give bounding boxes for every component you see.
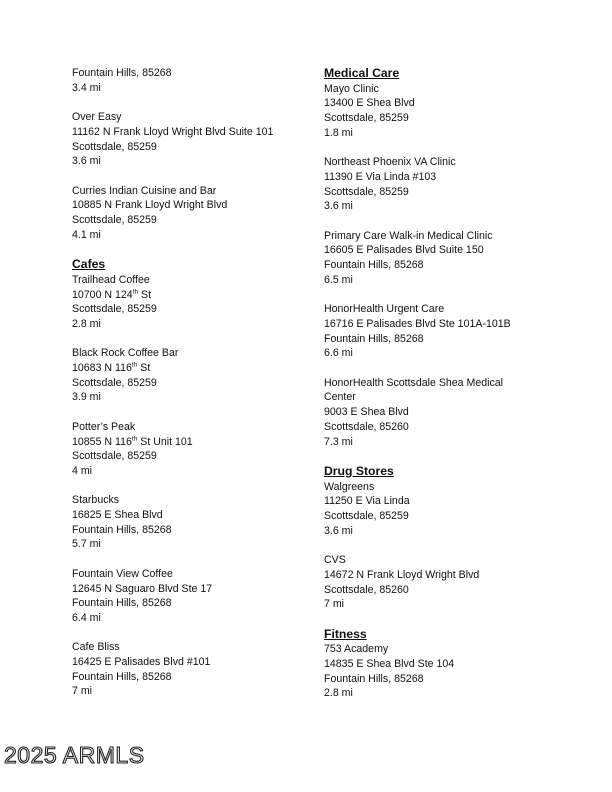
listing-cafe-bliss xyxy=(72,640,308,699)
section-heading-fitness: Fitness xyxy=(324,626,367,641)
listing-name: Cafe Bliss xyxy=(72,641,120,654)
listing-name: Fountain View Coffee xyxy=(72,567,173,580)
listing-753-academy xyxy=(324,642,564,701)
listing-address: 16825 E Shea Blvd xyxy=(72,509,163,521)
listing-name-continued: Center xyxy=(324,391,356,404)
listing-city: Fountain Hills, 85268 xyxy=(324,332,424,345)
listing-name: Potter’s Peak xyxy=(72,420,136,433)
listing-city: Scottsdale, 85259 xyxy=(324,112,409,125)
listing-distance: 7.3 mi xyxy=(324,435,353,448)
listing-name: HonorHealth Scottsdale Shea Medical xyxy=(324,376,504,389)
listing-address: 14672 N Frank Lloyd Wright Blvd xyxy=(324,568,480,581)
listing-name: Over Easy xyxy=(72,111,122,124)
listing-address: 10855 N 116th St Unit 101 xyxy=(72,434,193,448)
listing-over-easy xyxy=(72,110,308,169)
listing-city: Scottsdale, 85259 xyxy=(72,376,157,389)
listing-trailhead-coffee xyxy=(72,273,308,332)
listing-name: Northeast Phoenix VA Clinic xyxy=(324,156,456,169)
listing-honorhealth-shea xyxy=(324,376,564,450)
listing-address: 10885 N Frank Lloyd Wright Blvd xyxy=(72,199,228,212)
listing-name: Starbucks xyxy=(72,494,120,507)
listing-city: Scottsdale, 85260 xyxy=(324,420,409,433)
listing-cvs xyxy=(324,553,564,612)
right-column xyxy=(324,66,564,716)
listing-city: Scottsdale, 85260 xyxy=(324,583,409,596)
listing-city: Fountain Hills, 85268 xyxy=(324,672,424,685)
listing-name: 753 Academy xyxy=(324,643,389,656)
listing-mayo-clinic xyxy=(324,82,564,141)
section-fitness xyxy=(324,627,564,702)
listing-city: Scottsdale, 85259 xyxy=(324,510,409,523)
listing-starbucks xyxy=(72,493,308,552)
listing-address: 10683 N 116th St xyxy=(72,361,151,374)
listing-city: Scottsdale, 85259 xyxy=(72,450,157,463)
listing-distance: 7 mi xyxy=(324,598,345,611)
listing-name: CVS xyxy=(324,554,346,567)
listing-address: 11250 E Via Linda xyxy=(324,495,410,508)
listing-distance: 3.9 mi xyxy=(72,391,101,404)
listing-address: 16605 E Palisades Blvd Suite 150 xyxy=(324,244,484,257)
listing-city: Scottsdale, 85259 xyxy=(72,214,157,226)
listing-name: Primary Care Walk-in Medical Clinic xyxy=(324,229,493,242)
listing-distance: 2.8 mi xyxy=(324,687,353,700)
listing-distance: 4 mi xyxy=(72,464,93,477)
section-medical-care xyxy=(324,66,564,449)
section-heading-cafes: Cafes xyxy=(72,257,106,272)
copyright-watermark: 2025 ARMLS xyxy=(4,742,145,768)
listing-primary-care-walk-in xyxy=(324,229,564,288)
listing-distance: 5.7 mi xyxy=(72,538,101,551)
listing-distance: 3.6 mi xyxy=(324,200,353,213)
listing-curries xyxy=(72,184,308,243)
listing-city: Fountain Hills, 85268 xyxy=(324,259,424,272)
listing-address: 9003 E Shea Blvd xyxy=(324,406,409,419)
listing-fountain-view-coffee xyxy=(72,567,308,626)
listing-name: Walgreens xyxy=(324,480,375,493)
listing-name: HonorHealth Urgent Care xyxy=(324,303,445,316)
listing-address: 13400 E Shea Blvd xyxy=(324,97,415,110)
listing-city: Fountain Hills, 85268 xyxy=(72,597,172,610)
listing-black-rock-coffee xyxy=(72,346,308,405)
listing-distance: 3.6 mi xyxy=(324,524,353,537)
listing-city: Fountain Hills, 85268 xyxy=(72,67,172,79)
listing-distance: 4.1 mi xyxy=(72,228,101,241)
listing-address: 16716 E Palisades Blvd Ste 101A-101B xyxy=(324,317,511,330)
listing-name: Curries Indian Cuisine and Bar xyxy=(72,184,217,197)
listing-address: 16425 E Palisades Blvd #101 xyxy=(72,656,211,668)
section-cafes xyxy=(72,257,308,699)
listing-address: 12645 N Saguaro Blvd Ste 17 xyxy=(72,582,213,595)
listing-distance: 6.5 mi xyxy=(324,273,353,286)
section-heading-medical-care: Medical Care xyxy=(324,66,400,80)
left-column xyxy=(72,66,308,714)
listing-continued xyxy=(72,66,308,95)
listing-name: Mayo Clinic xyxy=(324,82,379,95)
listing-distance: 3.4 mi xyxy=(72,81,101,94)
listing-city: Fountain Hills, 85268 xyxy=(72,670,172,683)
listing-city: Scottsdale, 85259 xyxy=(72,303,157,316)
listing-distance: 3.6 mi xyxy=(72,155,101,168)
listing-distance: 7 mi xyxy=(72,685,93,698)
listing-city: Scottsdale, 85259 xyxy=(324,185,409,198)
listing-va-clinic xyxy=(324,155,564,214)
listing-walgreens xyxy=(324,480,564,539)
listing-distance: 1.8 mi xyxy=(324,126,353,139)
listing-distance: 6.4 mi xyxy=(72,611,101,624)
listing-name: Trailhead Coffee xyxy=(72,273,150,286)
listing-honorhealth-urgent-care xyxy=(324,302,564,361)
listing-distance: 2.8 mi xyxy=(72,317,101,330)
listing-distance: 6.6 mi xyxy=(324,347,353,360)
section-heading-drug-stores: Drug Stores xyxy=(324,463,394,478)
listing-city: Fountain Hills, 85268 xyxy=(72,523,172,536)
listing-city: Scottsdale, 85259 xyxy=(72,140,157,153)
listing-address: 11390 E Via Linda #103 xyxy=(324,170,437,183)
section-drug-stores xyxy=(324,464,564,612)
listing-name: Black Rock Coffee Bar xyxy=(72,347,179,360)
listing-address: 11162 N Frank Lloyd Wright Blvd Suite 101 xyxy=(72,125,274,138)
listing-address: 10700 N 124th St xyxy=(72,287,152,301)
listing-potters-peak xyxy=(72,420,308,479)
listing-address: 14835 E Shea Blvd Ste 104 xyxy=(324,658,455,671)
